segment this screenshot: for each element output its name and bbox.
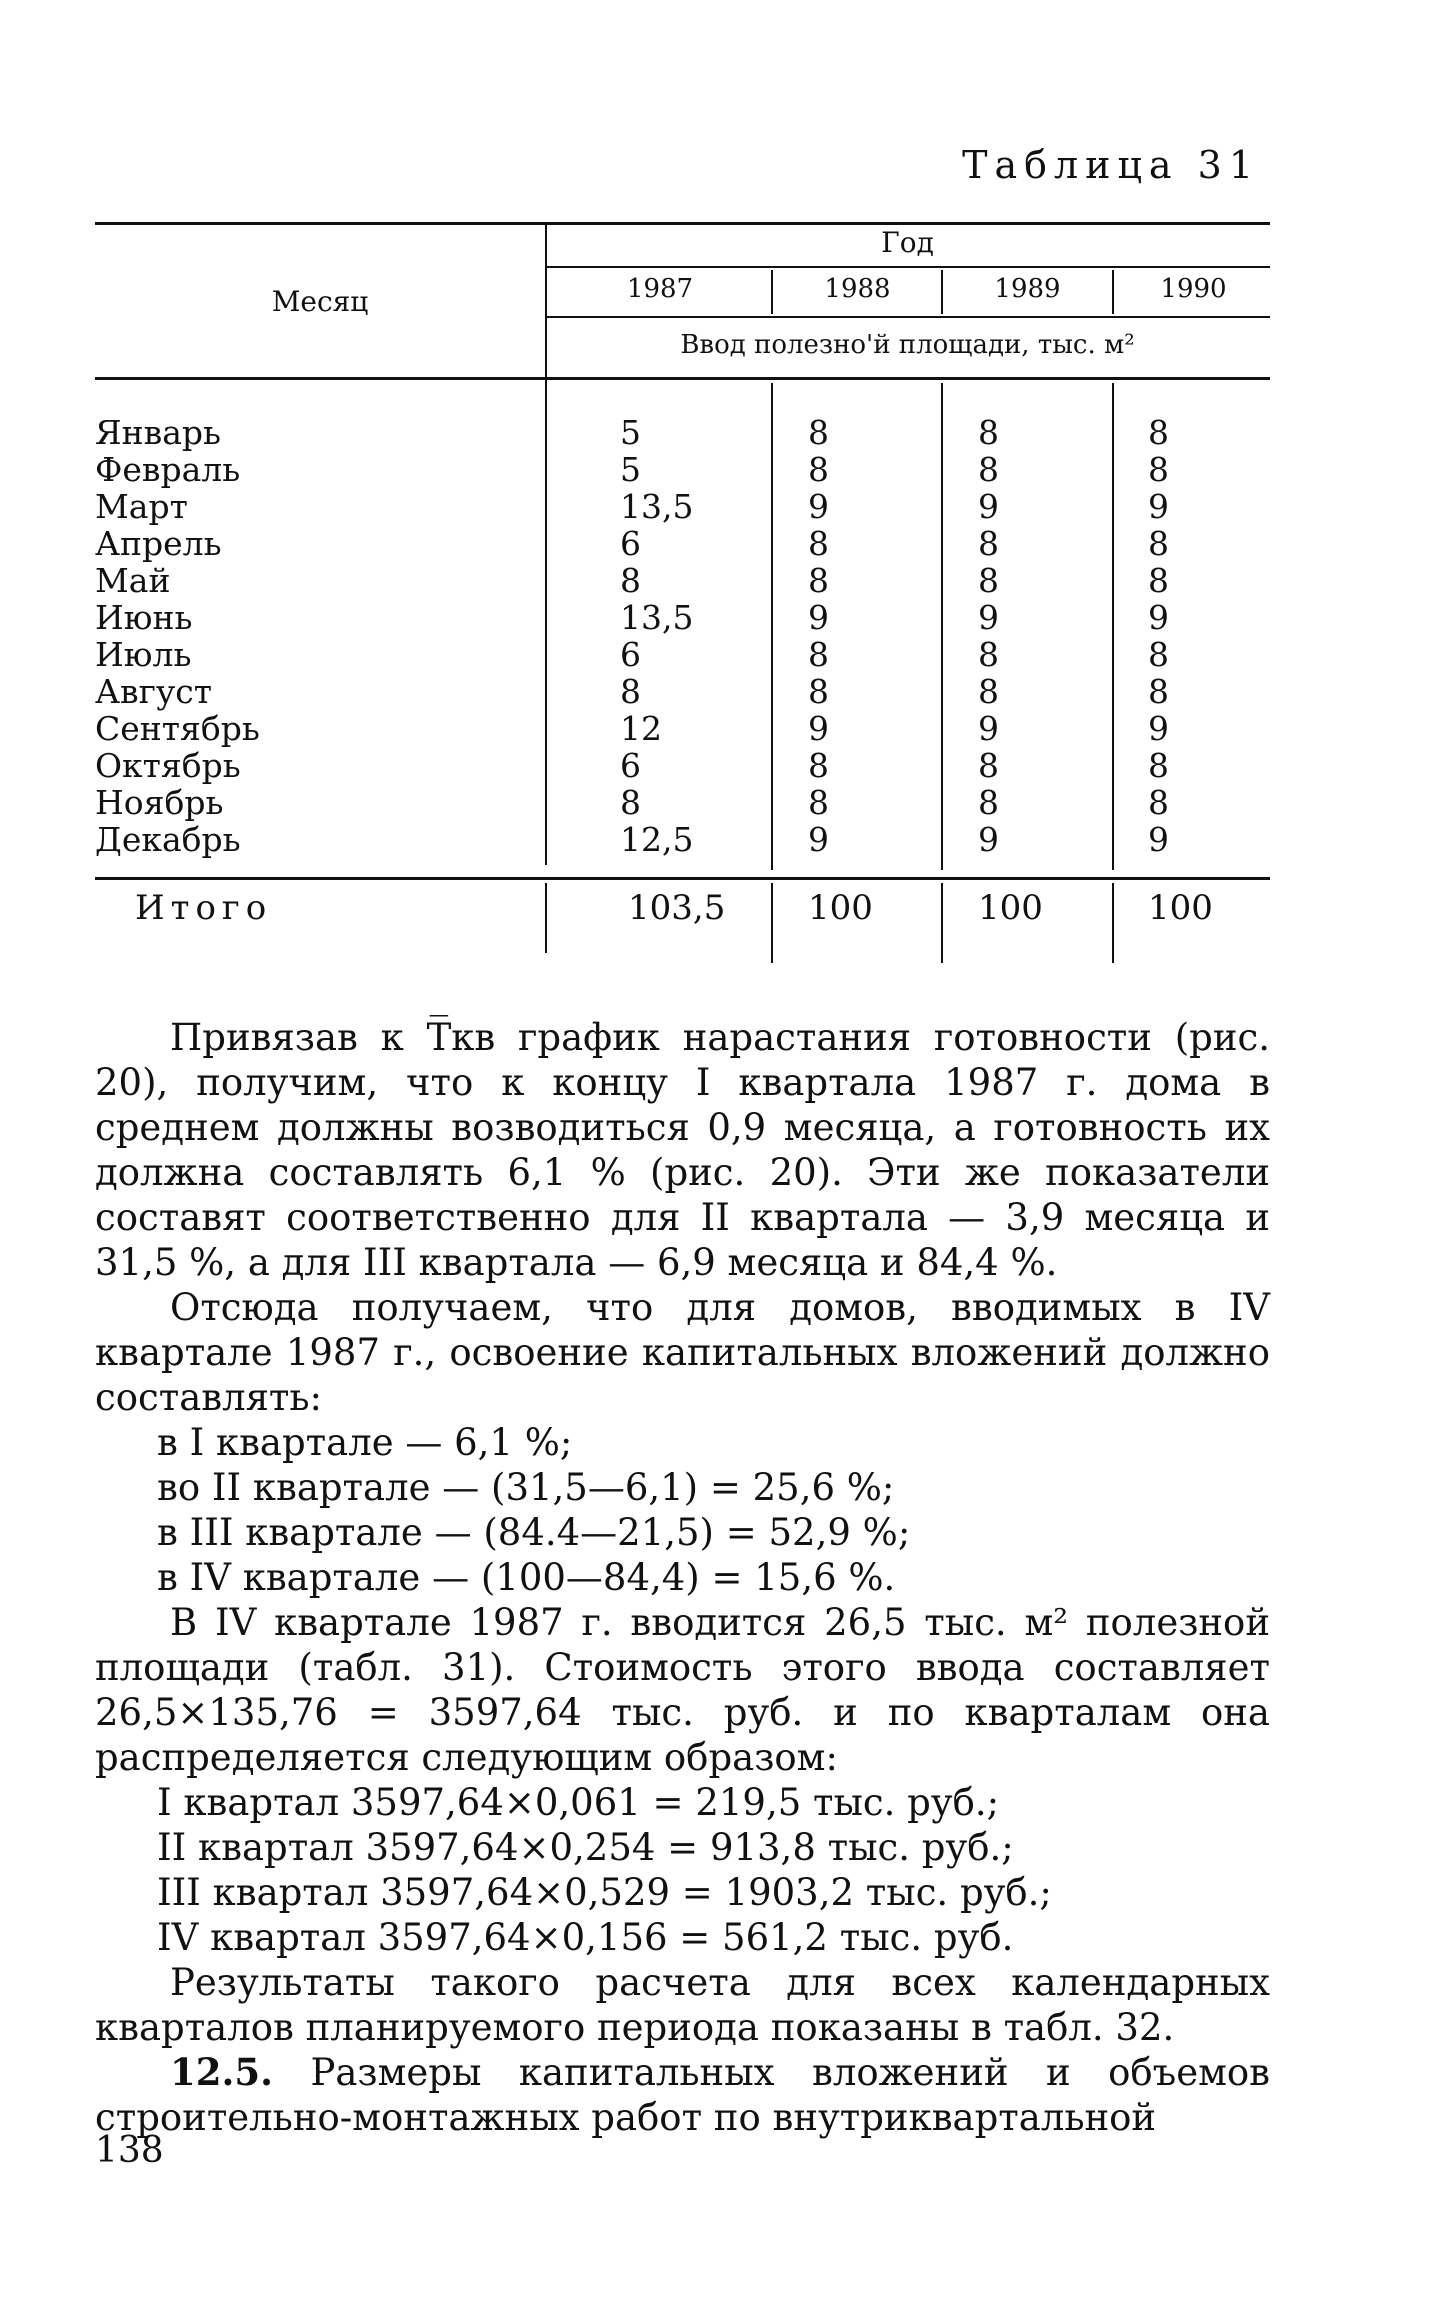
row-value-1990: 9: [1148, 820, 1169, 859]
table-caption: Таблица 31: [962, 143, 1260, 187]
row-value-1989: 8: [978, 413, 999, 452]
total-divider-1: [771, 883, 773, 963]
total-1987: 103,5: [628, 888, 726, 928]
month-column-divider-total: [545, 883, 547, 953]
row-value-1990: 8: [1148, 672, 1169, 711]
row-value-1988: 9: [808, 598, 829, 637]
row-month-label: Сентябрь: [95, 709, 260, 748]
row-value-1988: 8: [808, 450, 829, 489]
total-divider-3: [1112, 883, 1114, 963]
total-1990: 100: [1148, 888, 1213, 928]
row-value-1988: 8: [808, 413, 829, 452]
row-value-1987: 8: [620, 783, 641, 822]
row-value-1990: 8: [1148, 561, 1169, 600]
row-value-1990: 8: [1148, 635, 1169, 674]
row-value-1989: 8: [978, 635, 999, 674]
row-value-1990: 9: [1148, 487, 1169, 526]
row-value-1989: 8: [978, 783, 999, 822]
row-value-1990: 8: [1148, 783, 1169, 822]
total-divider-2: [941, 883, 943, 963]
paragraph-2: Отсюда получаем, что для домов, вводимых в IV квартале 1987 г., освоение капитальных вложений должно составлять:: [95, 1286, 1270, 1419]
row-value-1989: 8: [978, 672, 999, 711]
row-value-1988: 9: [808, 820, 829, 859]
list-item-q4-cost: IV квартал 3597,64×0,156 = 561,2 тыс. руб.: [157, 1916, 1014, 1959]
row-value-1987: 5: [620, 450, 641, 489]
row-value-1988: 8: [808, 746, 829, 785]
row-value-1988: 8: [808, 635, 829, 674]
row-month-label: Июнь: [95, 598, 193, 637]
row-value-1989: 8: [978, 450, 999, 489]
section-text: Размеры капитальных вложений и объемов строительно-монтажных работ по внутриквартальной: [95, 2051, 1270, 2139]
row-value-1989: 9: [978, 598, 999, 637]
row-value-1987: 6: [620, 746, 641, 785]
total-rule: [95, 877, 1270, 880]
row-value-1989: 8: [978, 746, 999, 785]
paragraph-1: Привязав к T̅кв график нарастания готовности (рис. 20), получим, что к концу I квартала 1987 г. дома в среднем должны возводиться 0,9 месяца, а готовность их должна составлять 6,1 % (рис. 20). Эти же показатели составят соответственно для II квартала — 3,9 месяца и 31,5 %, а для III квартала — 6,9 месяца и 84,4 %.: [95, 1016, 1270, 1284]
month-header: Месяц: [271, 285, 369, 318]
paragraph-5: [95, 2050, 1270, 2140]
header-bottom-rule: [95, 377, 1270, 380]
row-value-1987: 12,5: [620, 820, 694, 859]
row-value-1987: 5: [620, 413, 641, 452]
row-month-label: Декабрь: [95, 820, 241, 859]
row-value-1989: 9: [978, 820, 999, 859]
list-item-q2-share: во II квартале — (31,5—6,1) = 25,6 %;: [157, 1466, 895, 1509]
total-label: Итого: [135, 888, 273, 928]
row-value-1987: 8: [620, 561, 641, 600]
list-item-q4-share: в IV квартале — (100—84,4) = 15,6 %.: [157, 1556, 896, 1599]
row-value-1990: 8: [1148, 413, 1169, 452]
list-item-q2-cost: II квартал 3597,64×0,254 = 913,8 тыс. руб.;: [157, 1826, 1014, 1869]
row-month-label: Май: [95, 561, 171, 600]
table-top-rule: [95, 222, 1270, 225]
paragraph-3: В IV квартале 1987 г. вводится 26,5 тыс. м² полезной площади (табл. 31). Стоимость этого ввода составляет 26,5×135,76 = 3597,64 тыс. руб. и по кварталам она распределяется следующим образом:: [95, 1601, 1270, 1779]
row-month-label: Июль: [95, 635, 192, 674]
col-divider-3: [1112, 383, 1114, 870]
section-number: 12.5.: [170, 2050, 273, 2094]
year-1988: 1988: [824, 274, 891, 304]
year-divider-2: [941, 270, 943, 314]
row-month-label: Апрель: [95, 524, 222, 563]
year-1987: 1987: [626, 274, 694, 304]
total-1989: 100: [978, 888, 1043, 928]
row-value-1990: 9: [1148, 598, 1169, 637]
list-item-q1-cost: I квартал 3597,64×0,061 = 219,5 тыс. руб.;: [157, 1781, 1000, 1824]
row-value-1988: 9: [808, 709, 829, 748]
row-value-1988: 9: [808, 487, 829, 526]
list-item-q3-share: в III квартале — (84.4—21,5) = 52,9 %;: [157, 1511, 911, 1554]
subheader-area-input: Ввод полезно'й площади, тыс. м²: [680, 330, 1135, 360]
list-item-q3-cost: III квартал 3597,64×0,529 = 1903,2 тыс. руб.;: [157, 1871, 1052, 1914]
header-year-rule: [545, 266, 1270, 268]
row-value-1989: 9: [978, 709, 999, 748]
row-value-1990: 9: [1148, 709, 1169, 748]
row-value-1990: 8: [1148, 524, 1169, 563]
row-month-label: Август: [95, 672, 213, 711]
col-divider-2: [941, 383, 943, 870]
row-month-label: Март: [95, 487, 188, 526]
year-header: Год: [881, 226, 934, 259]
row-value-1987: 6: [620, 524, 641, 563]
year-divider-1: [771, 270, 773, 314]
row-value-1990: 8: [1148, 746, 1169, 785]
row-value-1987: 6: [620, 635, 641, 674]
row-value-1987: 13,5: [620, 598, 694, 637]
row-value-1989: 8: [978, 561, 999, 600]
paragraph-4: Результаты такого расчета для всех календарных кварталов планируемого периода показаны в табл. 32.: [95, 1961, 1270, 2049]
row-value-1988: 8: [808, 672, 829, 711]
total-1988: 100: [808, 888, 873, 928]
row-month-label: Январь: [95, 413, 221, 452]
row-value-1990: 8: [1148, 450, 1169, 489]
row-value-1987: 12: [620, 709, 662, 748]
row-value-1988: 8: [808, 783, 829, 822]
row-value-1987: 8: [620, 672, 641, 711]
row-value-1988: 8: [808, 561, 829, 600]
header-subheader-rule: [545, 316, 1270, 318]
year-1989: 1989: [994, 274, 1061, 304]
col-divider-1: [771, 383, 773, 870]
row-value-1988: 8: [808, 524, 829, 563]
year-divider-3: [1112, 270, 1114, 314]
row-month-label: Февраль: [95, 450, 241, 489]
row-month-label: Ноябрь: [95, 783, 224, 822]
row-value-1989: 9: [978, 487, 999, 526]
year-1990: 1990: [1160, 274, 1227, 304]
page-number: 138: [95, 2130, 164, 2171]
list-item-q1-share: в I квартале — 6,1 %;: [157, 1421, 573, 1464]
row-value-1989: 8: [978, 524, 999, 563]
body-text: [95, 1015, 1270, 2140]
row-month-label: Октябрь: [95, 746, 241, 785]
month-column-divider: [545, 222, 547, 865]
row-value-1987: 13,5: [620, 487, 694, 526]
